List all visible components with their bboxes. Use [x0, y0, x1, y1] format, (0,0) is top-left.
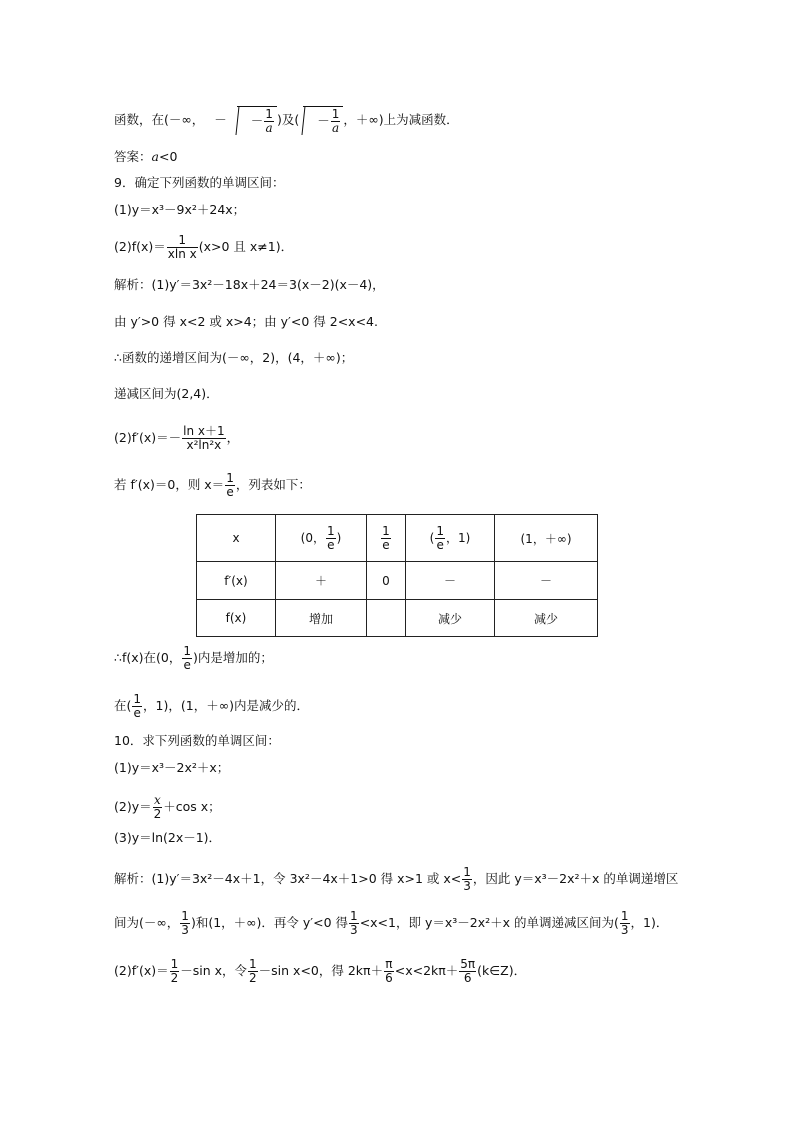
text-seg: ，因此 y＝x³－2x²＋x 的单调递增区	[472, 871, 679, 886]
fraction	[132, 693, 142, 720]
fraction	[381, 525, 391, 552]
fraction	[248, 958, 258, 985]
fraction	[153, 794, 163, 821]
answer-var: a	[151, 149, 159, 164]
text-seg: (k∈Z)．	[477, 963, 527, 978]
q9-part2	[114, 234, 293, 261]
numerator: 1	[436, 523, 444, 538]
text-seg: －	[214, 112, 227, 127]
concl-line2	[114, 693, 309, 720]
denominator: 2	[249, 971, 257, 985]
denominator: x²ln²x	[186, 438, 222, 452]
numerator: 1	[265, 107, 273, 121]
table-cell	[367, 600, 406, 637]
q9-part1: (1)y＝x³－9x²＋24x；	[114, 202, 246, 217]
q10-part3: (3)y＝ln(2x－1)．	[114, 830, 222, 845]
denominator: 3	[350, 923, 358, 937]
sol9-line1: 解析：(1)y′＝3x²－18x＋24＝3(x－2)(x－4)，	[114, 277, 385, 292]
sol10-line1	[114, 866, 678, 893]
numerator: 1	[226, 471, 234, 485]
denominator: 6	[463, 971, 472, 985]
table-cell: x	[197, 515, 276, 562]
fraction	[384, 958, 394, 985]
table-cell	[367, 515, 406, 562]
numerator: x	[154, 793, 161, 807]
text-seg: －sin x，令	[180, 963, 248, 978]
fraction	[331, 108, 341, 135]
fraction	[349, 910, 359, 937]
minus-sign: －	[250, 113, 264, 128]
numerator: 1	[167, 234, 198, 248]
table-cell: 增加	[276, 600, 367, 637]
numerator: 1	[170, 957, 179, 971]
numerator: 1	[181, 909, 189, 923]
numerator: 1	[249, 957, 257, 971]
table-cell: －	[406, 562, 495, 600]
denominator: e	[133, 706, 141, 720]
table-cell: f′(x)	[197, 562, 276, 600]
table-cell	[406, 515, 495, 562]
text-seg: 在(	[114, 698, 132, 713]
text-seg: 若 f′(x)＝0，则 x＝	[114, 477, 225, 492]
numerator: 1	[350, 909, 358, 923]
table-cell: (1，＋∞)	[495, 515, 598, 562]
text-seg: ＋cos x；	[163, 799, 221, 814]
text-seg: (2)f′(x)＝－	[114, 430, 182, 445]
denominator: 2	[153, 807, 162, 821]
numerator: 1	[331, 107, 340, 121]
text-seg: (2)f(x)＝	[114, 239, 166, 254]
sqrt-expression	[303, 106, 343, 135]
sol9-line3: ∴函数的递增区间为(－∞，2)，(4，＋∞)；	[114, 350, 354, 365]
text-seg: )和(1，＋∞)．再令 y′<0 得	[190, 915, 349, 930]
fraction	[459, 958, 476, 985]
numerator: 1	[327, 523, 335, 538]
denominator: xln x	[167, 247, 197, 261]
text-seg: ∴f(x)在(0，	[114, 650, 182, 665]
fraction	[225, 472, 235, 499]
text-seg: －sin x<0，得 2kπ＋	[258, 963, 384, 978]
text-seg: 间为(－∞，	[114, 915, 180, 930]
text-seg: (2)y＝	[114, 799, 152, 814]
q10-title: 10．求下列函数的单调区间：	[114, 733, 280, 748]
text-seg: ，1)．	[630, 915, 669, 930]
numerator: 1	[183, 644, 191, 658]
numerator: 1	[133, 692, 142, 706]
answer-label: 答案：	[114, 149, 152, 164]
fraction	[264, 108, 274, 135]
numerator: 1	[620, 909, 629, 923]
text-seg: )内是增加的；	[192, 650, 273, 665]
denominator: 3	[463, 879, 471, 893]
sol10-line2	[114, 910, 668, 937]
text-seg: ，1)，(1，＋∞)内是减少的．	[143, 698, 309, 713]
text-seg: <x<2kπ＋	[394, 963, 459, 978]
sol9-line5	[114, 425, 239, 452]
table-row	[197, 515, 598, 562]
text-seg: <x<1，即 y＝x³－2x²＋x 的单调递减区间为(	[359, 915, 619, 930]
denominator: 6	[385, 971, 393, 985]
text-seg: ，列表如下：	[235, 477, 311, 492]
table-cell: 减少	[406, 600, 495, 637]
sol9-line4: 递减区间为(2,4)．	[114, 386, 219, 401]
text-seg: )及(	[276, 112, 300, 127]
denominator: e	[327, 537, 335, 552]
numerator: 1	[382, 523, 390, 538]
sol9-line2: 由 y′>0 得 x<2 或 x>4；由 y′<0 得 2<x<4.	[114, 314, 378, 329]
table-row	[197, 600, 598, 637]
denominator: 2	[170, 971, 179, 985]
text-seg: (0，	[300, 530, 325, 545]
sign-table	[196, 514, 598, 637]
text-seg: 解析：(1)y′＝3x²－4x＋1，令 3x²－4x＋1>0 得 x>1 或 x<	[114, 871, 462, 886]
numerator: 5π	[460, 957, 476, 971]
fraction	[620, 910, 630, 937]
table-cell: －	[495, 562, 598, 600]
concl-line1	[114, 645, 273, 672]
sol9-line6	[114, 472, 311, 499]
minus-sign: －	[317, 113, 330, 128]
q10-part2	[114, 794, 221, 821]
denominator: 3	[181, 923, 189, 937]
text-seg: ，1)	[446, 530, 471, 545]
sqrt-expression	[237, 106, 277, 135]
table-cell: 减少	[495, 600, 598, 637]
table-row	[197, 562, 598, 600]
text-seg: (x>0 且 x≠1)．	[198, 239, 294, 254]
denominator: e	[436, 537, 444, 552]
fraction	[326, 525, 336, 552]
denominator: e	[382, 537, 390, 552]
q9-title: 9．确定下列函数的单调区间：	[114, 175, 285, 190]
table-cell: ＋	[276, 562, 367, 600]
text-seg: (2)f′(x)＝	[114, 963, 169, 978]
fraction	[462, 866, 472, 893]
text-seg: 函数，在(－∞，	[114, 112, 205, 127]
table-cell: 0	[367, 562, 406, 600]
text-seg: ，	[226, 430, 240, 445]
line-decreasing-intervals	[114, 106, 459, 135]
denominator: 3	[620, 923, 629, 937]
numerator: 1	[463, 865, 471, 879]
denominator: a	[265, 121, 273, 135]
fraction	[170, 958, 180, 985]
denominator: e	[226, 485, 234, 499]
table-cell: f(x)	[197, 600, 276, 637]
denominator: e	[183, 658, 191, 672]
text-seg: (	[429, 530, 435, 545]
fraction	[167, 234, 198, 261]
text-seg: )	[336, 530, 342, 545]
fraction	[180, 910, 190, 937]
answer-line	[114, 149, 177, 165]
numerator: π	[385, 957, 393, 971]
denominator: a	[331, 121, 340, 135]
fraction	[182, 645, 192, 672]
fraction	[182, 425, 226, 452]
table-cell	[276, 515, 367, 562]
sol10-line3	[114, 958, 526, 985]
answer-rest: <0	[158, 149, 178, 164]
text-seg: ，＋∞)上为减函数．	[343, 112, 459, 127]
numerator: ln x＋1	[183, 424, 225, 438]
fraction	[435, 525, 445, 552]
q10-part1: (1)y＝x³－2x²＋x；	[114, 760, 230, 775]
